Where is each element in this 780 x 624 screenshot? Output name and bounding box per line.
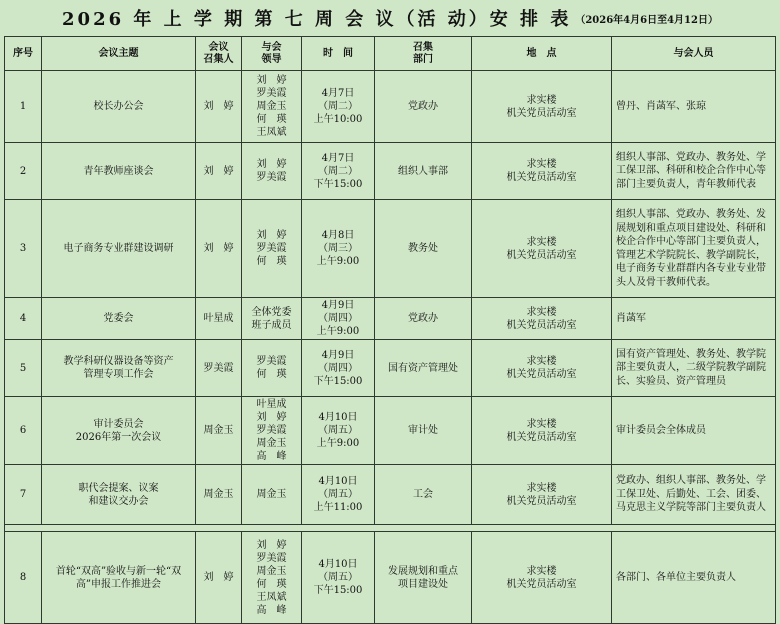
convening-dept-cell [375, 465, 472, 525]
row-number: 6 [19, 425, 27, 436]
meeting-place-cell [472, 340, 612, 397]
meeting-place: 求实楼 机关党员活动室 [506, 482, 577, 507]
table-row [5, 71, 776, 143]
table-row [5, 298, 776, 340]
meeting-topic-cell [42, 465, 196, 525]
meeting-place-cell [472, 143, 612, 200]
attending-leaders: 刘 婷 罗美霞 周金玉 何 瑛 王凤斌 [256, 75, 287, 138]
row-number: 3 [19, 243, 27, 254]
meeting-convener: 罗美霞 [203, 362, 234, 374]
meeting-topic-cell [42, 298, 196, 340]
convening-dept-cell [375, 298, 472, 340]
convening-dept: 国有资产管理处 [388, 362, 458, 374]
attendees-cell [612, 71, 776, 143]
meeting-topic: 党委会 [103, 313, 134, 324]
meeting-place-cell [472, 397, 612, 465]
row-number-cell [5, 143, 42, 200]
attendees-cell [612, 532, 776, 624]
meeting-convener: 周金玉 [203, 489, 234, 500]
meeting-place: 求实楼 机关党员活动室 [506, 94, 577, 119]
meeting-convener: 叶星成 [203, 313, 234, 324]
meeting-convener-cell [196, 298, 242, 340]
meeting-place: 求实楼 机关党员活动室 [506, 159, 577, 183]
meeting-time: 4月10日 （周五） 下午15:00 [313, 559, 363, 596]
meeting-topic: 审计委员会 2026年第一次会议 [75, 418, 162, 443]
meeting-convener-cell [196, 143, 242, 200]
meeting-topic: 职代会提案、议案 和建议交办会 [78, 482, 159, 507]
attendees-cell [612, 143, 776, 200]
meeting-time-cell [302, 465, 375, 525]
attendees: 曾丹、肖菡军、张琼 [616, 100, 706, 112]
meeting-time-cell [302, 200, 375, 298]
meeting-convener: 刘 婷 [203, 101, 234, 112]
date-range: （2026年4月6日至4月12日） [575, 15, 718, 26]
convening-dept-cell [375, 340, 472, 397]
convening-dept-cell [375, 200, 472, 298]
attending-leaders: 周金玉 [256, 489, 287, 500]
attending-leaders-cell [242, 532, 302, 624]
row-number-cell [5, 465, 42, 525]
meeting-place: 求实楼 机关党员活动室 [506, 236, 577, 261]
meeting-convener-cell [196, 465, 242, 525]
meeting-topic: 青年教师座谈会 [83, 165, 154, 177]
attendees-cell [612, 397, 776, 465]
attendees: 肖菡军 [616, 312, 646, 324]
attending-leaders-cell [242, 143, 302, 200]
meeting-convener: 周金玉 [203, 425, 234, 436]
row-number-cell [5, 298, 42, 340]
col-header-convener: 会议 召集人 [196, 37, 242, 71]
col-header-topic: 会议主题 [42, 37, 196, 71]
convening-dept-cell [375, 532, 472, 624]
meeting-place-cell [472, 532, 612, 624]
attending-leaders-cell [242, 465, 302, 525]
meeting-place: 求实楼 机关党员活动室 [506, 565, 577, 590]
table-row [5, 200, 776, 298]
meeting-convener-cell [196, 397, 242, 465]
col-header-time: 时 间 [302, 37, 375, 71]
convening-dept: 教务处 [408, 243, 438, 254]
attendees: 国有资产管理处、教务处、教学院部主要负责人，二级学院教学副院长、实验员、资产管理员 [616, 348, 766, 387]
meeting-time-cell [302, 340, 375, 397]
meeting-time: 4月10日 （周五） 上午11:00 [313, 476, 363, 513]
title-bar [0, 0, 780, 36]
meeting-topic-cell [42, 71, 196, 143]
attendees-cell [612, 298, 776, 340]
meeting-time-cell [302, 298, 375, 340]
meeting-time: 4月7日 （周二） 上午10:00 [313, 88, 363, 125]
row-number-cell [5, 532, 42, 624]
attendees-cell [612, 465, 776, 525]
row-number: 2 [19, 165, 27, 177]
header-row [5, 37, 776, 71]
meeting-place-cell [472, 298, 612, 340]
row-number: 5 [19, 362, 27, 374]
row-number: 1 [19, 101, 27, 112]
convening-dept: 发展规划和重点 项目建设处 [388, 565, 458, 590]
row-number-cell [5, 340, 42, 397]
attending-leaders-cell [242, 340, 302, 397]
row-number: 4 [19, 313, 27, 324]
meeting-time-cell [302, 397, 375, 465]
col-header-place: 地 点 [472, 37, 612, 71]
meeting-convener-cell [196, 200, 242, 298]
row-number-cell [5, 397, 42, 465]
meeting-time-cell [302, 143, 375, 200]
attending-leaders: 叶星成 刘 婷 罗美霞 周金玉 高 峰 [256, 399, 287, 462]
convening-dept-cell [375, 71, 472, 143]
col-header-dept: 召集 部门 [375, 37, 472, 71]
attendees: 组织人事部、党政办、教务处、发展规划和重点项目建设处、科研和校企合作中心等部门主要负责人，管理艺术学院院长、教学副院长，电子商务专业群群内各专业专业带头人及骨干教师代表。 [616, 209, 766, 288]
meeting-topic-cell [42, 143, 196, 200]
meeting-convener: 刘 婷 [203, 165, 234, 177]
table-row [5, 532, 776, 624]
attendees-cell [612, 200, 776, 298]
row-number: 7 [19, 489, 27, 500]
meeting-topic: 电子商务专业群建设调研 [63, 243, 174, 254]
meeting-time-cell [302, 71, 375, 143]
meeting-topic-cell [42, 532, 196, 624]
convening-dept: 工会 [413, 489, 433, 500]
convening-dept: 党政办 [408, 101, 438, 112]
meeting-time: 4月9日 （周四） 上午9:00 [316, 300, 360, 337]
meeting-place-cell [472, 465, 612, 525]
table-row [5, 143, 776, 200]
row-gap-cell [5, 525, 776, 532]
meeting-topic-cell [42, 340, 196, 397]
attending-leaders-cell [242, 397, 302, 465]
meeting-convener: 刘 婷 [203, 243, 234, 254]
attendees: 审计委员会全体成员 [616, 424, 706, 436]
table-row [5, 465, 776, 525]
meeting-convener-cell [196, 340, 242, 397]
row-number-cell [5, 200, 42, 298]
meeting-topic-cell [42, 200, 196, 298]
convening-dept: 组织人事部 [398, 165, 448, 177]
attending-leaders: 罗美霞 何 瑛 [256, 356, 287, 380]
col-header-leaders: 与会 领导 [242, 37, 302, 71]
meeting-place-cell [472, 71, 612, 143]
meeting-topic: 校长办公会 [93, 101, 144, 112]
col-header-attendees: 与会人员 [612, 37, 776, 71]
row-number-cell [5, 71, 42, 143]
row-number: 8 [19, 572, 27, 583]
convening-dept: 审计处 [408, 425, 438, 436]
attending-leaders-cell [242, 298, 302, 340]
attendees: 组织人事部、党政办、教务处、学工保卫部、科研和校企合作中心等部门主要负责人，青年教师代表 [616, 151, 766, 190]
meeting-time: 4月9日 （周四） 下午15:00 [313, 349, 363, 387]
attending-leaders: 刘 婷 罗美霞 何 瑛 [256, 230, 287, 267]
meeting-topic: 首轮“双高”验收与新一轮“双高”申报工作推进会 [55, 565, 182, 590]
meeting-place: 求实楼 机关党员活动室 [506, 306, 577, 331]
attending-leaders-cell [242, 200, 302, 298]
table-row [5, 340, 776, 397]
meeting-place-cell [472, 200, 612, 298]
meeting-place: 求实楼 机关党员活动室 [506, 356, 577, 380]
meeting-convener: 刘 婷 [203, 572, 234, 583]
convening-dept: 党政办 [408, 313, 438, 324]
attending-leaders-cell [242, 71, 302, 143]
page-title: 2026 年 上 学 期 第 七 周 会 议（活 动）安 排 表 [62, 9, 572, 30]
attending-leaders: 刘 婷 罗美霞 [256, 159, 287, 183]
schedule-table [4, 36, 776, 624]
meeting-time: 4月7日 （周二） 下午15:00 [313, 152, 363, 190]
meeting-topic: 教学科研仪器设备等资产 管理专项工作会 [63, 356, 174, 380]
row-gap [5, 525, 776, 532]
attending-leaders: 全体党委 班子成员 [251, 306, 292, 331]
convening-dept-cell [375, 397, 472, 465]
attendees: 各部门、各单位主要负责人 [616, 571, 736, 583]
meeting-time: 4月10日 （周五） 上午9:00 [316, 412, 360, 449]
meeting-convener-cell [196, 532, 242, 624]
col-header-no: 序号 [5, 37, 42, 71]
meeting-topic-cell [42, 397, 196, 465]
meeting-time: 4月8日 （周三） 上午9:00 [316, 230, 360, 267]
attendees: 党政办、组织人事部、教务处、学工保卫处、后勤处、工会、团委、马克思主义学院等部门主要负责人 [616, 475, 766, 514]
convening-dept-cell [375, 143, 472, 200]
meeting-convener-cell [196, 71, 242, 143]
meeting-time-cell [302, 532, 375, 624]
attendees-cell [612, 340, 776, 397]
attending-leaders: 刘 婷 罗美霞 周金玉 何 瑛 王凤斌 高 峰 [256, 539, 287, 616]
meeting-place: 求实楼 机关党员活动室 [506, 418, 577, 443]
table-row [5, 397, 776, 465]
